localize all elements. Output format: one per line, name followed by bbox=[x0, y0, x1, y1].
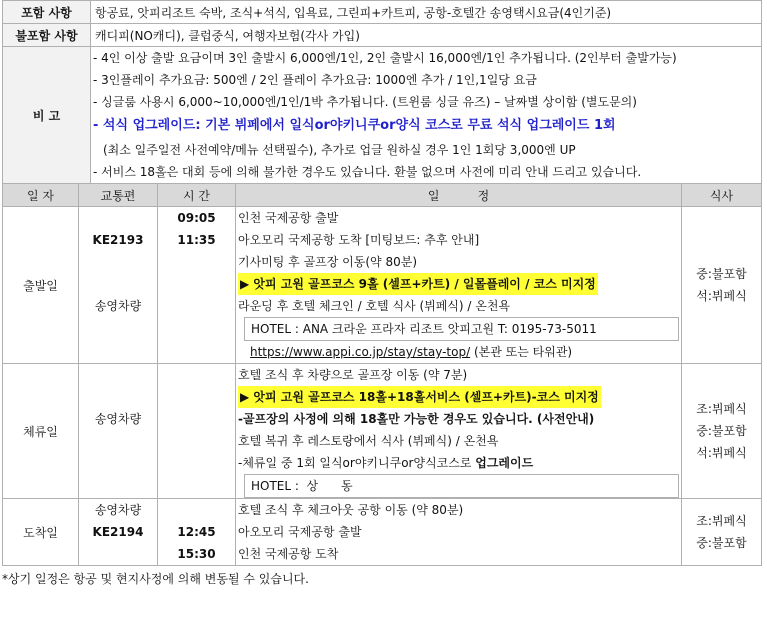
remark-line: - 3인플레이 추가요금: 500엔 / 2인 플레이 추가요금: 1000엔 추가 / 1인,1일당 요금 bbox=[93, 73, 537, 87]
schedule-line: 호텔 복귀 후 레스토랑에서 식사 (뷔페식) / 온천욕 bbox=[238, 434, 499, 448]
meal: 석:뷔페식 bbox=[696, 446, 747, 460]
include-label: 포함 사항 bbox=[3, 1, 91, 24]
remark-line: - 4인 이상 출발 요금이며 3인 출발시 6,000엔/1인, 2인 출발시 16,000엔/1인 추가됩니다. (2인부터 출발가능) bbox=[93, 51, 677, 65]
flight-number: KE2193 bbox=[92, 233, 144, 247]
schedule-line: 아오모리 국제공항 출발 bbox=[238, 525, 362, 539]
info-table bbox=[2, 0, 762, 184]
hotel-info: HOTEL : 상 동 bbox=[244, 474, 679, 498]
hotel-link-suffix: (본관 또는 타워관) bbox=[470, 345, 573, 359]
meal: 중:불포함 bbox=[696, 424, 747, 438]
schedule-line: 기사미팅 후 골프장 이동(약 80분) bbox=[238, 255, 417, 269]
flight-number: KE2194 bbox=[92, 525, 144, 539]
transport-mode: 송영차량 bbox=[94, 412, 142, 426]
exclude-text: 캐디피(NO캐디), 클럽중식, 여행자보험(각사 가입) bbox=[91, 24, 762, 47]
footnote: *상기 일정은 항공 및 현지사정에 의해 변동될 수 있습니다. bbox=[2, 572, 309, 586]
header-schedule: 일 정 bbox=[236, 184, 682, 207]
meal: 석:뷔페식 bbox=[696, 289, 747, 303]
schedule-line: -골프장의 사정에 의해 18홀만 가능한 경우도 있습니다. (사전안내) bbox=[238, 412, 595, 426]
schedule-line: 인천 국제공항 출발 bbox=[238, 211, 339, 225]
include-text: 항공료, 앗피리조트 숙박, 조식+석식, 입욕료, 그린피+카트피, 공항-호텔간 송영택시요금(4인기준) bbox=[91, 1, 762, 24]
schedule-line: -체류일 중 1회 일식or야키니쿠or양식코스로 bbox=[238, 456, 476, 470]
schedule-line: 호텔 조식 후 체크아웃 공항 이동 (약 80분) bbox=[238, 503, 464, 517]
transport-mode: 송영차량 bbox=[94, 503, 142, 517]
meal: 중:불포함 bbox=[696, 267, 747, 281]
schedule-line: 인천 국제공항 도착 bbox=[238, 547, 339, 561]
remarks-label: 비 고 bbox=[3, 47, 91, 184]
golf-course-highlight: ▶ 앗피 고원 골프코스 18홀+18홀서비스 (셀프+카트)-코스 미지정 bbox=[238, 386, 601, 408]
remark-line: - 싱글룸 사용시 6,000~10,000엔/1인/1박 추가됩니다. (트윈룸 싱글 유즈) – 날짜별 상이함 (별도문의) bbox=[93, 95, 637, 109]
meal: 조:뷔페식 bbox=[696, 514, 747, 528]
hotel-link[interactable]: https://www.appi.co.jp/stay/stay-top/ bbox=[250, 345, 471, 359]
exclude-label: 불포함 사항 bbox=[3, 24, 91, 47]
remark-upgrade-line: - 석식 업그레이드: 기본 뷔페에서 일식or야키니쿠or양식 코스로 무료 석식 업그레이드 1회 bbox=[93, 118, 616, 133]
day-label: 체류일 bbox=[3, 364, 79, 499]
header-time: 시 간 bbox=[158, 184, 236, 207]
hotel-info: HOTEL : ANA 크라운 프라자 리조트 앗피고원 T: 0195-73-5011 bbox=[244, 317, 679, 341]
day-label: 도착일 bbox=[3, 499, 79, 566]
remark-line: (최소 일주일전 사전예약/메뉴 선택필수), 추가로 업글 원하실 경우 1인 1회당 3,000엔 UP bbox=[103, 143, 576, 157]
transport-mode: 송영차량 bbox=[94, 299, 142, 313]
header-meal: 식사 bbox=[682, 184, 762, 207]
time: 11:35 bbox=[177, 233, 216, 247]
schedule-line: 아오모리 국제공항 도착 [미팅보드: 추후 안내] bbox=[238, 233, 480, 247]
time: 09:05 bbox=[177, 211, 216, 225]
time: 12:45 bbox=[177, 525, 216, 539]
meal: 중:불포함 bbox=[696, 536, 747, 550]
header-day: 일 자 bbox=[3, 184, 79, 207]
day-label: 출발일 bbox=[3, 207, 79, 364]
remark-line: - 서비스 18홀은 대회 등에 의해 불가한 경우도 있습니다. 환불 없으며 사전에 미리 안내 드리고 있습니다. bbox=[93, 165, 642, 179]
schedule-line: 라운딩 후 호텔 체크인 / 호텔 식사 (뷔페식) / 온천욕 bbox=[238, 299, 511, 313]
meal: 조:뷔페식 bbox=[696, 402, 747, 416]
header-transport: 교통편 bbox=[79, 184, 158, 207]
time: 15:30 bbox=[177, 547, 216, 561]
golf-course-highlight: ▶ 앗피 고원 골프코스 9홀 (셀프+카트) / 일몰플레이 / 코스 미지정 bbox=[238, 273, 598, 295]
schedule-line: 호텔 조식 후 차량으로 골프장 이동 (약 7분) bbox=[238, 368, 468, 382]
schedule-table bbox=[2, 183, 762, 566]
upgrade-text: 업그레이드 bbox=[475, 456, 534, 470]
